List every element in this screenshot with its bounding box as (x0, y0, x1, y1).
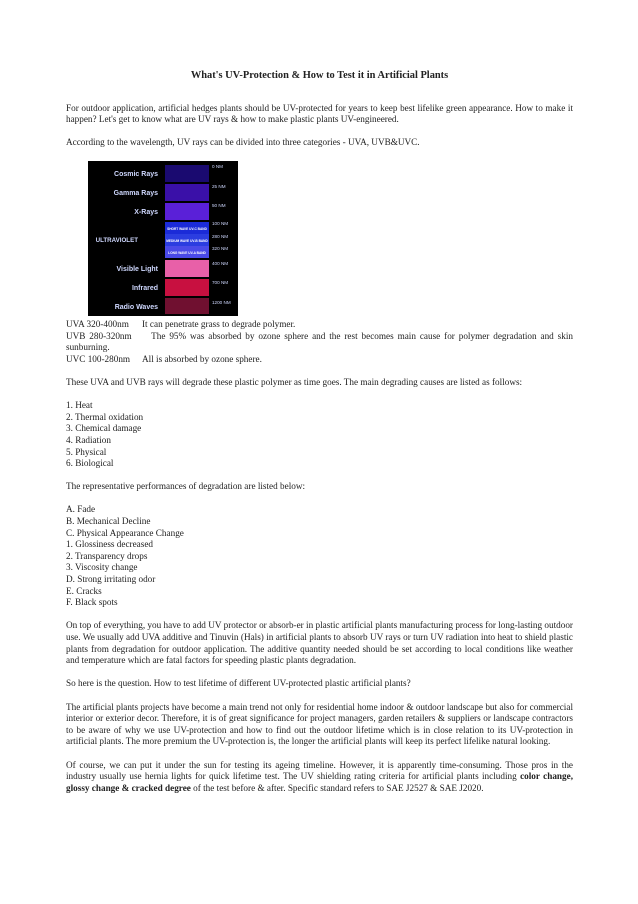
list-item: B. Mechanical Decline (66, 516, 151, 527)
band-gamma (165, 184, 209, 201)
uvc-sub-label: SHORT WAVE UV-C BAND (167, 227, 207, 231)
uv-label: UVA 320-400nm (66, 318, 129, 329)
uv-text: The 95% was absorbed by ozone sphere and the rest becomes main cause for polymer degradation and skin sunburning. (66, 330, 573, 353)
list-item: 6. Biological (66, 458, 114, 469)
tick-400: 400 NM (212, 261, 229, 266)
uva-sub-label: LONG WAVE UV-A BAND (168, 251, 206, 255)
list-item: E. Cracks (66, 585, 102, 596)
uv-row-uva (66, 319, 573, 331)
tick-100: 100 NM (212, 221, 229, 226)
band-infrared (165, 279, 209, 296)
list-item: 1. Glossiness decreased (66, 539, 154, 550)
uvb-sub-label: MEDIUM WAVE UV-B BAND (166, 239, 208, 243)
causes-list (66, 400, 573, 470)
projects-paragraph: The artificial plants projects have become a main trend not only for residential home indoor & outdoor landscape but also for commercial interior or exterior decor. Therefore, it is of great significance for project managers, garden retailers & suppliers or landscape contractors to be aware of why we use UV-protection and how to find out the outdoor lifetime which is in close relation to its UV-protection in artificial plants. The more premium the UV-protection is, the longer the artificial plants will keep its perfect lifelike natural looking. (66, 701, 573, 747)
label-visible: Visible Light (116, 266, 158, 273)
label-gamma: Gamma Rays (113, 190, 158, 197)
page-title: What's UV-Protection & How to Test it in Artificial Plants (190, 70, 449, 81)
uv-text: All is absorbed by ozone sphere. (142, 353, 262, 364)
list-item: 2. Transparency drops (66, 550, 148, 561)
test-paragraph (66, 760, 573, 795)
performance-list (66, 504, 573, 608)
test-criteria-bold: color change, glossy change & cracked degree (66, 771, 573, 793)
protector-paragraph: On top of everything, you have to add UV protector or absorb-er in plastic artificial plants manufacturing process for long-lasting outdoor use. We usually add UVA additive and Tinuvin (Hals) in artificial plants to absorb UV rays or turn UV radiation into heat to shield plastic plants from degradation for outdoor application. The additive quantity needed should be set according to local conditions like weather and temperature which are fatal factors for speeding plastic plants degradation. (66, 620, 573, 666)
list-item: C. Physical Appearance Change (66, 527, 184, 538)
question-paragraph: So here is the question. How to test lifetime of different UV-protected plastic artificial plants? (66, 678, 411, 689)
tick-0: 0 NM (212, 164, 223, 169)
test-text-b: of the test before & after. Specific standard refers to SAE J2527 & SAE J2020. (190, 782, 484, 793)
intro-paragraph: For outdoor application, artificial hedges plants should be UV-protected for years to keep best lifelike green appearance. How to make it happen? Let's get to know what are UV rays & how to make plastic plants UV-engineered. (66, 102, 573, 125)
label-ultraviolet: ULTRAVIOLET (95, 237, 138, 244)
uv-row-uvb (66, 331, 573, 354)
tick-320: 320 NM (212, 246, 229, 251)
performance-intro: The representative performances of degradation are listed below: (66, 481, 306, 492)
label-xrays: X-Rays (134, 209, 158, 216)
band-xrays (165, 203, 209, 220)
list-item: 2. Thermal oxidation (66, 411, 144, 422)
label-cosmic: Cosmic Rays (114, 171, 158, 178)
band-cosmic (165, 165, 209, 182)
band-radio (165, 298, 209, 314)
tick-700: 700 NM (212, 280, 229, 285)
list-item: 5. Physical (66, 446, 107, 457)
list-item: F. Black spots (66, 597, 118, 608)
tick-50: 50 NM (212, 203, 226, 208)
uv-label: UVB 280-320nm (66, 330, 132, 341)
list-item: 1. Heat (66, 400, 93, 411)
test-text-a: Of course, we can put it under the sun for testing its ageing timeline. However, it is apparently time-consuming. Those pros in the industry usually use hernia lights for quick lifetime test. The UV shielding rating criteria for artificial plants including (66, 759, 573, 782)
label-radio: Radio Waves (114, 304, 158, 311)
uv-label: UVC 100-280nm (66, 353, 131, 364)
wavelength-sentence: According to the wavelength, UV rays can be divided into three categories - UVA, UVB&UVC. (66, 137, 420, 148)
label-infrared: Infrared (131, 285, 158, 292)
list-item: A. Fade (66, 504, 96, 515)
list-item: D. Strong irritating odor (66, 574, 156, 585)
list-item: 3. Chemical damage (66, 423, 142, 434)
tick-280: 280 NM (212, 234, 229, 239)
uv-row-uvc (66, 354, 573, 366)
degrade-intro: These UVA and UVB rays will degrade these plastic polymer as time goes. The main degrading causes are listed as follows: (66, 376, 523, 387)
tick-1200: 1200 NM (212, 300, 231, 305)
tick-25: 25 NM (212, 184, 226, 189)
band-visible (165, 260, 209, 277)
electromagnetic-spectrum-image (88, 161, 238, 316)
uv-text: It can penetrate grass to degrade polymer. (142, 318, 296, 329)
list-item: 4. Radiation (66, 434, 111, 445)
list-item: 3. Viscosity change (66, 562, 138, 573)
